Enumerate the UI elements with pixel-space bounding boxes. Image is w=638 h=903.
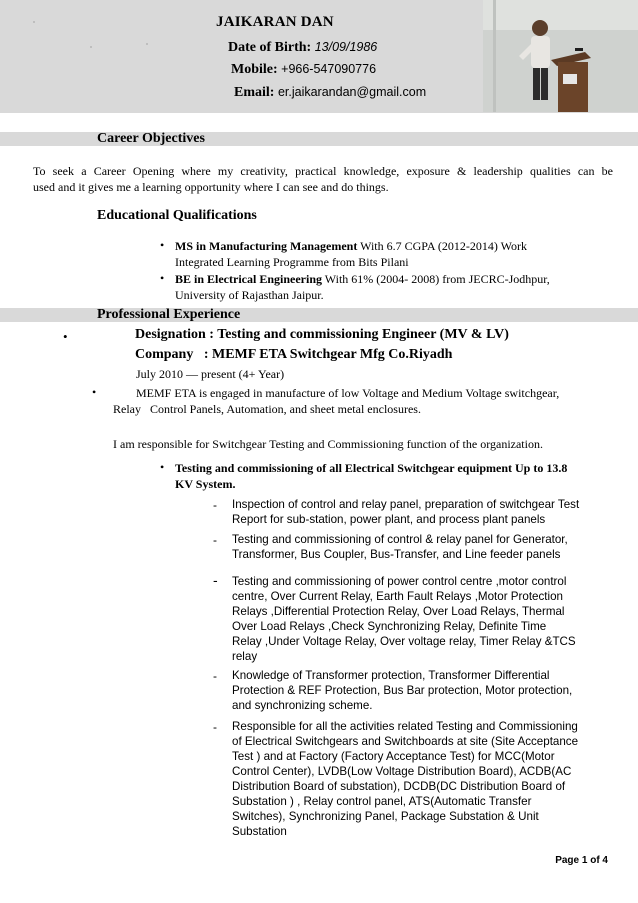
- responsibility-summary: I am responsible for Switchgear Testing and Commissioning function of the organization.: [113, 437, 543, 451]
- duty-line: Relay ,Under Voltage Relay, Over voltage relay, Timer Relay &TCS: [232, 635, 576, 648]
- degree-detail: With 61% (2004- 2008) from JECRC-Jodhpur,: [322, 272, 550, 286]
- career-text-line: used and it gives me a learning opportunity where I can see and do things.: [33, 180, 389, 194]
- key-responsibility: [175, 460, 567, 492]
- mobile-value: +966-547090776: [281, 62, 377, 76]
- designation: Designation : Testing and commissioning Engineer (MV & LV): [135, 327, 509, 342]
- degree-detail: With 6.7 CGPA (2012-2014) Work: [357, 239, 528, 253]
- profile-photo-image: [483, 0, 638, 112]
- duty-line: Report for sub-station, power plant, and process plant panels: [232, 513, 546, 526]
- dash-marker: -: [213, 572, 218, 588]
- profile-photo: [483, 0, 638, 112]
- duty-line: Control Center), LVDB(Low Voltage Distribution Board), ACDB(AC: [232, 765, 572, 778]
- company: Company : MEMF ETA Switchgear Mfg Co.Riyadh: [135, 347, 453, 362]
- duty-item: [232, 668, 612, 713]
- duty-item: [232, 719, 612, 839]
- education-item: [175, 238, 527, 270]
- degree-detail: University of Rajasthan Jaipur.: [175, 288, 324, 302]
- degree-name: MS in Manufacturing Management: [175, 239, 358, 253]
- duty-line: of Electrical Switchgears and Switchboards at site (Site Acceptance: [232, 735, 579, 748]
- bullet-dot: •: [160, 271, 165, 285]
- section-title-career: Career Objectives: [97, 131, 205, 146]
- dob-value: 13/09/1986: [314, 40, 378, 54]
- page-number: Page 1 of 4: [555, 855, 608, 866]
- company-description-line: Relay Control Panels, Automation, and sheet metal enclosures.: [113, 402, 421, 416]
- mobile-row: [231, 62, 376, 78]
- section-band: [0, 308, 638, 322]
- duty-item: [232, 532, 612, 562]
- bullet-dot: •: [92, 385, 97, 399]
- duty-line: Testing and commissioning of control & relay panel for Generator,: [232, 533, 568, 546]
- employment-period: July 2010 — present (4+ Year): [136, 367, 285, 381]
- duty-line: Substation ) , Relay control panel, ATS(Automatic Transfer: [232, 795, 532, 808]
- email-label: Email:: [234, 85, 275, 100]
- dash-marker: -: [213, 498, 217, 512]
- mobile-label: Mobile:: [231, 62, 278, 77]
- duty-line: Switches), Synchronizing Panel, Package Substation & Unit: [232, 810, 539, 823]
- duty-line: Responsible for all the activities related Testing and Commissioning: [232, 720, 578, 733]
- bullet-dot: •: [160, 238, 165, 252]
- duty-line: Transformer, Bus Coupler, Bus-Transfer, and Line feeder panels: [232, 548, 561, 561]
- email-row: [234, 85, 426, 101]
- speck: [146, 43, 148, 45]
- duty-line: Inspection of control and relay panel, preparation of switchgear Test: [232, 498, 580, 511]
- degree-name: BE in Electrical Engineering: [175, 272, 322, 286]
- key-responsibility-line: Testing and commissioning of all Electrical Switchgear equipment Up to 13.8: [175, 461, 568, 475]
- duty-line: Testing and commissioning of power control centre ,motor control: [232, 575, 567, 588]
- career-text-line: To seek a Career Opening where my creativity, practical knowledge, exposure & leadership qualities can be: [33, 164, 613, 178]
- email-value: er.jaikarandan@gmail.com: [277, 85, 427, 99]
- key-responsibility-line: KV System.: [175, 477, 236, 491]
- duty-line: Distribution Board of substation), DCDB(DC Distribution Board of: [232, 780, 566, 793]
- duty-item: [232, 574, 612, 664]
- duty-line: Substation: [232, 825, 287, 838]
- degree-detail: Integrated Learning Programme from Bits Pilani: [175, 255, 409, 269]
- duty-line: and synchronizing scheme.: [232, 699, 373, 712]
- duty-line: Relays ,Differential Protection Relay, Over Load Relays, Thermal: [232, 605, 565, 618]
- duty-line: Protection & REF Protection, Bus Bar protection, Motor protection,: [232, 684, 573, 697]
- dob-row: [228, 40, 377, 56]
- duty-line: Knowledge of Transformer protection, Transformer Differential: [232, 669, 550, 682]
- candidate-name: JAIKARAN DAN: [216, 14, 334, 30]
- section-title-experience: Professional Experience: [97, 307, 241, 322]
- duty-item: [232, 497, 612, 527]
- section-band: [0, 132, 638, 146]
- section-title-education: Educational Qualifications: [97, 208, 257, 223]
- dob-label: Date of Birth:: [228, 40, 312, 55]
- dash-marker: -: [213, 669, 217, 683]
- career-text: [33, 163, 613, 195]
- dash-marker: -: [213, 720, 217, 734]
- bullet-dot: •: [160, 460, 165, 474]
- duty-line: Test ) and at Factory (Factory Acceptance Test) for MCC(Motor: [232, 750, 555, 763]
- duty-line: centre, Over Current Relay, Earth Fault Relays ,Motor Protection: [232, 590, 563, 603]
- company-description: [113, 385, 559, 417]
- bullet-dot: •: [63, 329, 68, 344]
- duty-line: relay: [232, 650, 258, 663]
- dash-marker: -: [213, 533, 217, 547]
- company-description-line: MEMF ETA is engaged in manufacture of low Voltage and Medium Voltage switchgear,: [136, 386, 560, 400]
- speck: [90, 46, 92, 48]
- education-item: [175, 271, 550, 303]
- duty-line: Over Load Relays ,Check Synchronizing Relay, Definite Time: [232, 620, 547, 633]
- speck: [33, 21, 35, 23]
